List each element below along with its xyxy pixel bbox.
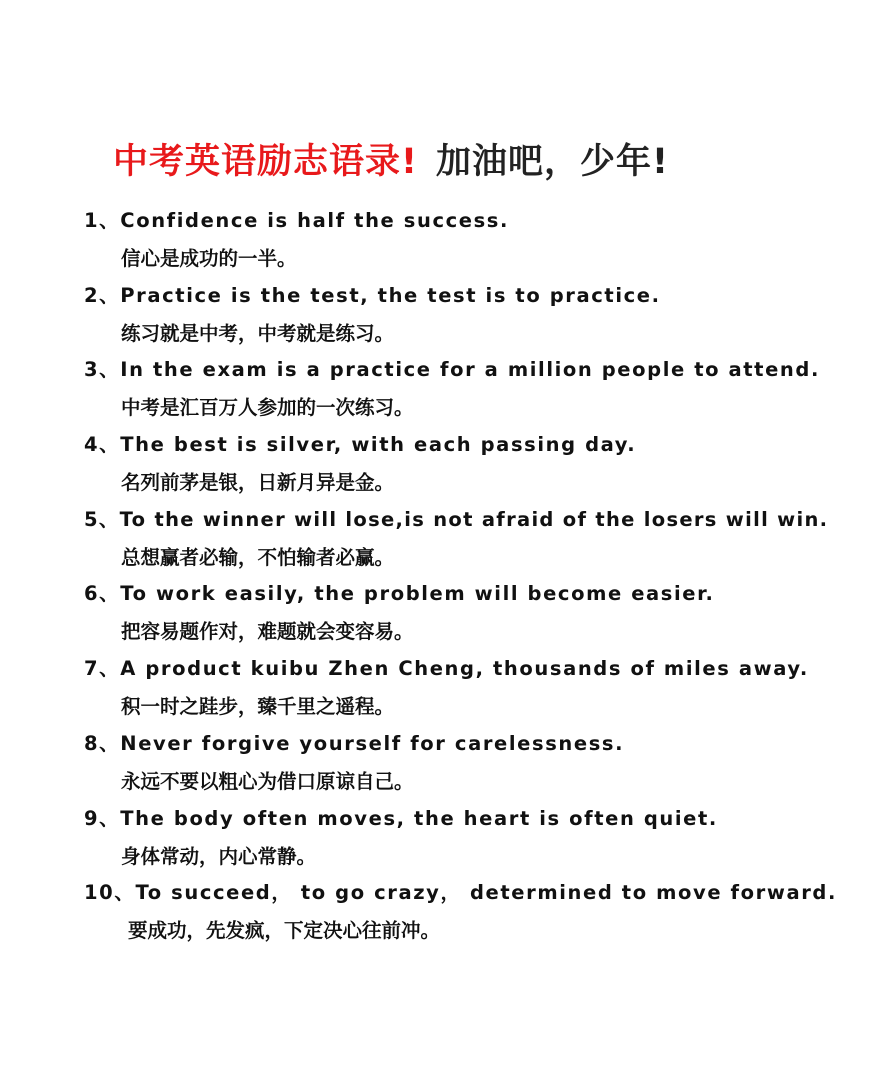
quote-english <box>84 803 718 835</box>
quote-english-text: The body often moves, the heart is often quiet. <box>120 806 718 830</box>
quote-english <box>84 354 820 386</box>
quote-english-text: Never forgive yourself for carelessness. <box>120 731 625 755</box>
quote-english <box>84 653 809 685</box>
quote-english <box>84 504 828 536</box>
quote-number: 2、 <box>84 283 121 307</box>
quote-item-5 <box>84 504 884 579</box>
quote-chinese: 中考是汇百万人参加的一次练习。 <box>121 396 414 420</box>
quote-chinese: 把容易题作对，难题就会变容易。 <box>121 620 414 644</box>
quote-item-6 <box>84 578 884 653</box>
quote-number: 6、 <box>84 582 121 606</box>
quote-item-3 <box>84 354 884 429</box>
title-dark-text: 加油吧，少年! <box>435 142 669 182</box>
quote-english-text: The best is silver, with each passing day. <box>120 433 637 457</box>
quote-item-2 <box>84 280 884 355</box>
quote-item-4 <box>84 429 884 504</box>
quote-item-9 <box>84 803 884 878</box>
quote-number: 4、 <box>84 433 121 457</box>
quote-item-10 <box>84 877 884 952</box>
title-red-text: 中考英语励志语录! <box>113 142 418 182</box>
quote-english-text: To the winner will lose,is not afraid of the losers will win. <box>119 507 829 531</box>
quote-chinese: 永远不要以粗心为借口原谅自己。 <box>121 769 414 793</box>
page-title <box>113 134 669 184</box>
quote-english <box>84 728 624 760</box>
quote-english-text: To succeed， to go crazy， determined to move forward. <box>135 881 837 905</box>
quote-english <box>84 280 661 312</box>
quote-item-1 <box>84 205 884 280</box>
quote-number: 3、 <box>84 358 121 382</box>
quote-list <box>84 205 884 952</box>
quote-number: 7、 <box>84 657 121 681</box>
quote-number: 10、 <box>84 881 136 905</box>
quote-english-text: In the exam is a practice for a million people to attend. <box>120 358 820 382</box>
quote-english <box>84 877 837 909</box>
quote-number: 1、 <box>84 209 121 232</box>
quote-english-text: To work easily, the problem will become easier. <box>120 582 715 606</box>
quote-english <box>84 578 715 610</box>
quote-chinese: 名列前茅是银，日新月异是金。 <box>121 471 395 495</box>
quote-chinese: 总想赢者必输，不怕输者必赢。 <box>121 545 395 569</box>
quote-chinese: 身体常动，内心常静。 <box>121 844 317 868</box>
quote-number: 5、 <box>84 507 120 531</box>
quote-chinese: 信心是成功的一半。 <box>121 247 297 270</box>
quote-item-8 <box>84 728 884 803</box>
quote-number: 8、 <box>84 731 121 755</box>
quote-english-text: A product kuibu Zhen Cheng, thousands of miles away. <box>120 657 809 681</box>
quote-item-7 <box>84 653 884 728</box>
quote-chinese: 积一时之跬步，臻千里之遥程。 <box>121 695 395 719</box>
quote-chinese: 要成功，先发疯，下定决心往前冲。 <box>128 919 441 943</box>
quote-english-text: Confidence is half the success. <box>120 209 510 232</box>
quote-english <box>84 429 636 461</box>
quote-number: 9、 <box>84 806 121 830</box>
quote-english <box>84 205 509 237</box>
quote-chinese: 练习就是中考，中考就是练习。 <box>121 321 395 345</box>
quote-english-text: Practice is the test, the test is to practice. <box>120 283 661 307</box>
